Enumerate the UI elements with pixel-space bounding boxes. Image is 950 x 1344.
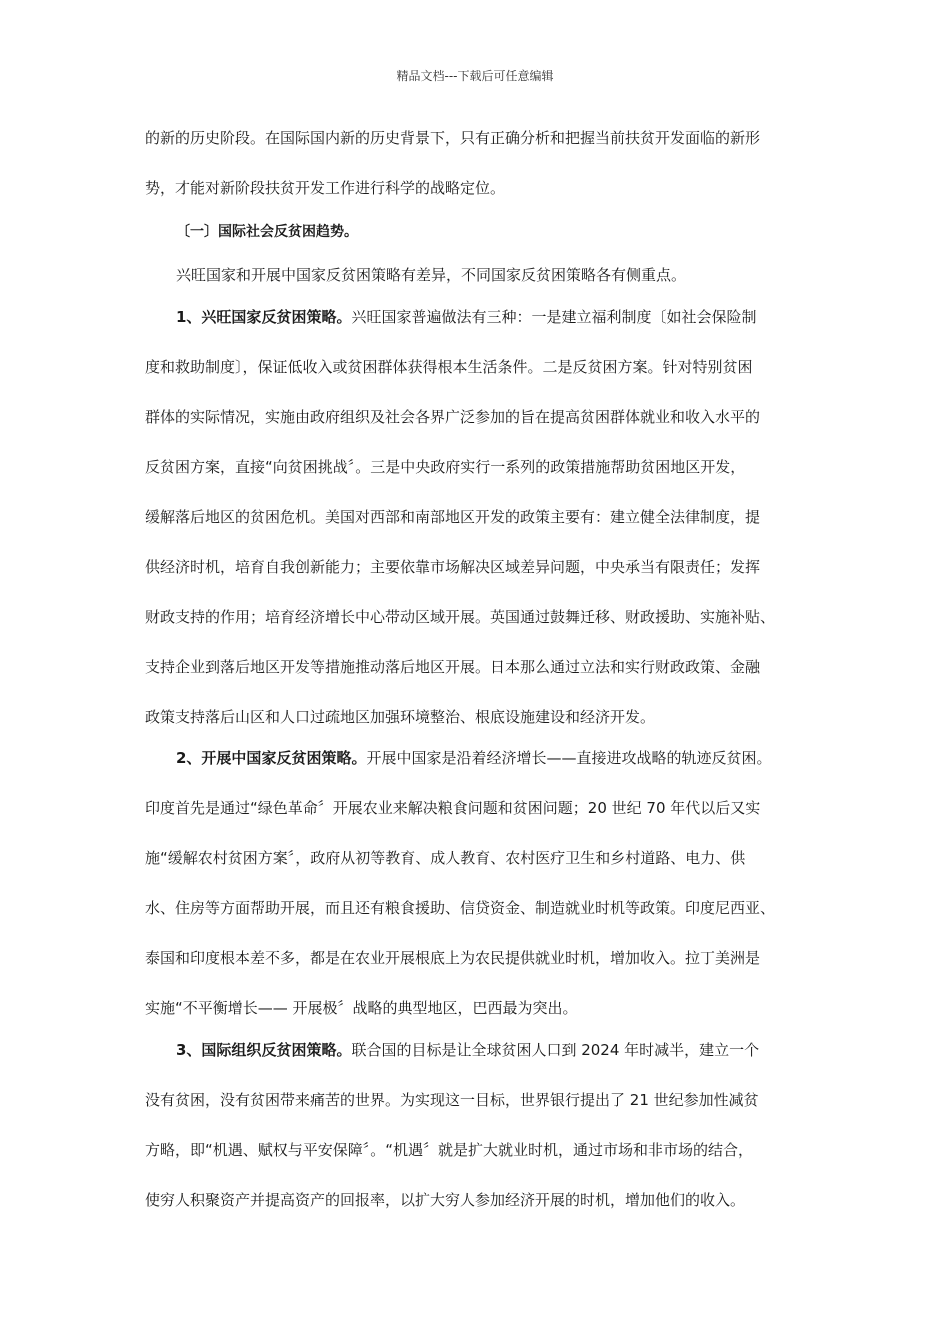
text-line: 没有贫困，没有贫困带来痛苦的世界。为实现这一目标，世界银行提出了 21 世纪参加性减贫 [145, 1091, 759, 1109]
paragraph-text: 开展中国家是沿着经济增长——直接进攻战略的轨迹反贫困。 [366, 749, 772, 767]
text-line: 的新的历史阶段。在国际国内新的历史背景下，只有正确分析和把握当前扶贫开发面临的新形 [145, 129, 761, 147]
text-line: 支持企业到落后地区开发等措施推动落后地区开展。日本那么通过立法和实行财政政策、金融 [145, 658, 761, 676]
text-line: 泰国和印度根本差不多，都是在农业开展根底上为农民提供就业时机，增加收入。拉丁美洲是 [145, 949, 761, 967]
paragraph-first-line [176, 1040, 826, 1060]
paragraph-text: 联合国的目标是让全球贫困人口到 2024 年时减半，建立一个 [351, 1041, 760, 1059]
page-header: 精品文档---下载后可任意编辑 [396, 69, 554, 83]
text-line: 施“缓解农村贫困方案〞，政府从初等教育、成人教育、农村医疗卫生和乡村道路、电力、供 [145, 849, 746, 867]
text-line: 政策支持落后山区和人口过疏地区加强环境整治、根底设施建设和经济开发。 [145, 708, 656, 726]
text-line: 水、住房等方面帮助开展，而且还有粮食援助、信贷资金、制造就业时机等政策。印度尼西亚、 [145, 899, 776, 917]
text-line: 使穷人积聚资产并提高资产的回报率，以扩大穷人参加经济开展的时机，增加他们的收入。 [145, 1191, 746, 1209]
paragraph-lead: 3、国际组织反贫困策略。 [176, 1041, 352, 1059]
text-line: 缓解落后地区的贫困危机。美国对西部和南部地区开发的政策主要有：建立健全法律制度，提 [145, 508, 761, 526]
paragraph-first-line [176, 748, 826, 768]
text-line: 印度首先是通过“绿色革命〞开展农业来解决粮食问题和贫困问题；20 世纪 70 年代以后又实 [145, 799, 761, 817]
text-line: 方略，即“机遇、赋权与平安保障〞。“机遇〞就是扩大就业时机，通过市场和非市场的结合， [145, 1141, 754, 1159]
text-line: 兴旺国家和开展中国家反贫困策略有差异，不同国家反贫困策略各有侧重点。 [176, 266, 687, 284]
paragraph-lead: 1、兴旺国家反贫困策略。 [176, 308, 352, 326]
paragraph-first-line [176, 307, 826, 327]
text-line: 反贫困方案，直接“向贫困挑战〞。三是中央政府实行一系列的政策措施帮助贫困地区开发， [145, 458, 746, 476]
text-line: 势，才能对新阶段扶贫开发工作进行科学的战略定位。 [145, 179, 506, 197]
section-heading: 〔一〕国际社会反贫困趋势。 [176, 224, 358, 240]
text-line: 群体的实际情况，实施由政府组织及社会各界广泛参加的旨在提高贫困群体就业和收入水平的 [145, 408, 761, 426]
text-line: 财政支持的作用；培育经济增长中心带动区域开展。英国通过鼓舞迁移、财政援助、实施补贴、 [145, 608, 776, 626]
paragraph-lead: 2、开展中国家反贫困策略。 [176, 749, 367, 767]
text-line: 实施“不平衡增长—— 开展极〞战略的典型地区，巴西最为突出。 [145, 999, 578, 1017]
paragraph-text: 兴旺国家普遍做法有三种：一是建立福利制度〔如社会保险制 [351, 308, 757, 326]
text-line: 度和救助制度〕，保证低收入或贫困群体获得根本生活条件。二是反贫困方案。针对特别贫困 [145, 358, 753, 376]
text-line: 供经济时机，培育自我创新能力；主要依靠市场解决区域差异问题，中央承当有限责任；发挥 [145, 558, 761, 576]
